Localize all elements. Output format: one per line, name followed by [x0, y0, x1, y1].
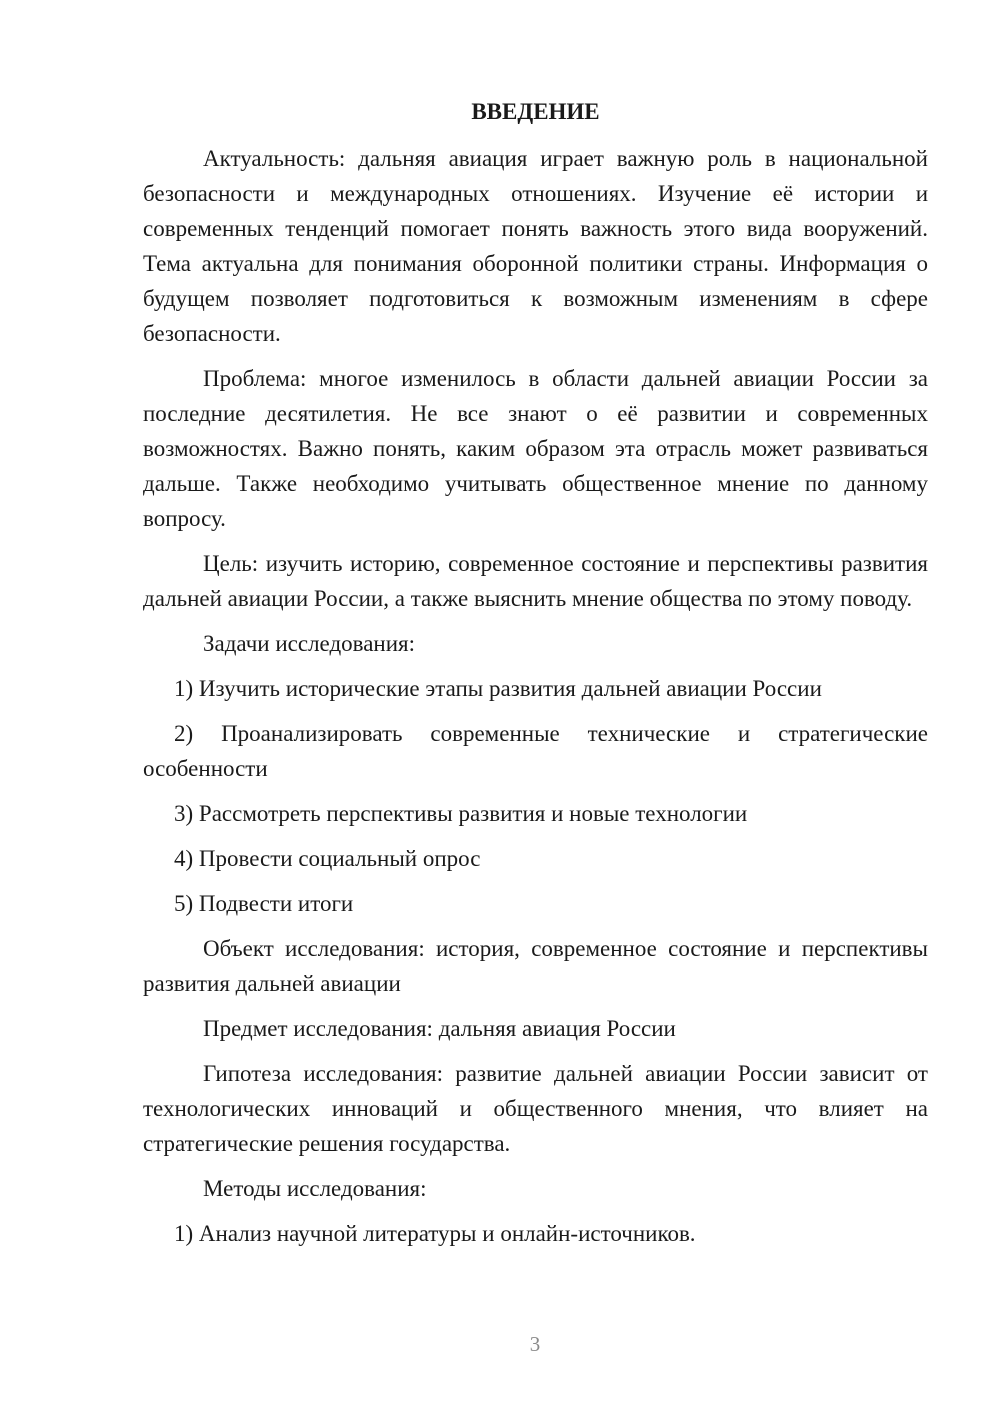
- page-content: [143, 94, 928, 1261]
- task-item-2: 2) Проанализировать современные технические и стратегические особенности: [143, 721, 928, 781]
- subject-paragraph: Предмет исследования: дальняя авиация России: [203, 1016, 676, 1041]
- page-number: 3: [529, 1332, 541, 1356]
- relevance-paragraph: Актуальность: дальняя авиация играет важную роль в национальной безопасности и международных отношениях. Изучение её истории и современных тенденций помогает понять важность этого вида вооружений. Тема актуальна для понимания оборонной политики страны. Информация о будущем позволяет подготовиться к возможным изменениям в сфере безопасности.: [143, 146, 928, 346]
- task-item-3: 3) Рассмотреть перспективы развития и новые технологии: [174, 801, 748, 826]
- section-heading: ВВЕДЕНИЕ: [471, 99, 600, 124]
- hypothesis-paragraph: Гипотеза исследования: развитие дальней авиации России зависит от технологических инноваций и общественного мнения, что влияет на стратегические решения государства.: [143, 1061, 928, 1156]
- problem-paragraph: Проблема: многое изменилось в области дальней авиации России за последние десятилетия. Не все знают о её развитии и современных возможностях. Важно понять, каким образом эта отрасль может развиваться дальше. Также необходимо учитывать общественное мнение по данному вопросу.: [143, 366, 928, 531]
- tasks-title: Задачи исследования:: [203, 631, 416, 656]
- methods-title: Методы исследования:: [203, 1176, 427, 1201]
- task-item-5: 5) Подвести итоги: [174, 891, 354, 916]
- object-paragraph: Объект исследования: история, современное состояние и перспективы развития дальней авиации: [143, 936, 928, 996]
- method-item-1: 1) Анализ научной литературы и онлайн-источников.: [174, 1221, 696, 1246]
- task-item-4: 4) Провести социальный опрос: [174, 846, 481, 871]
- task-item-1: 1) Изучить исторические этапы развития дальней авиации России: [174, 676, 822, 701]
- goal-paragraph: Цель: изучить историю, современное состояние и перспективы развития дальней авиации России, а также выяснить мнение общества по этому поводу.: [143, 551, 928, 611]
